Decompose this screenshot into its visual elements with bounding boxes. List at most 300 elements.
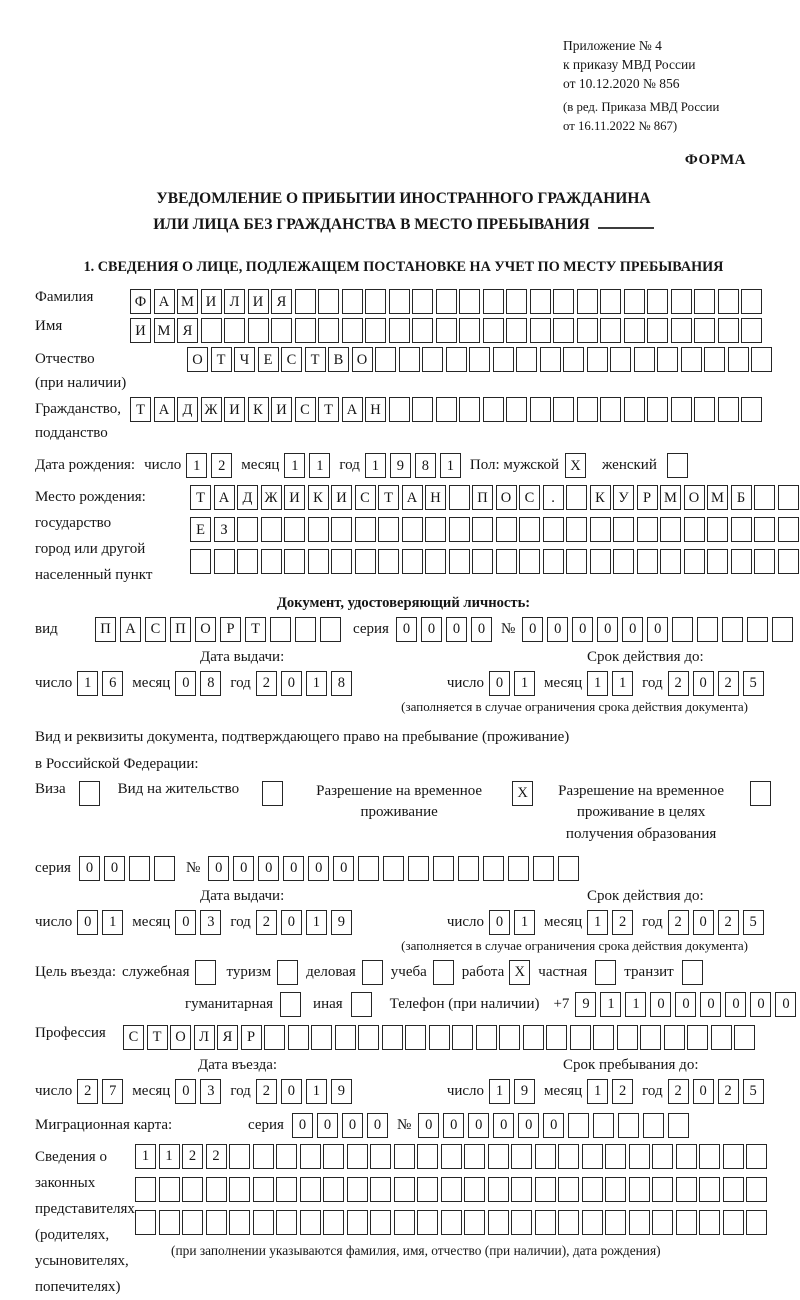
year-label: год — [339, 457, 360, 474]
form-cell — [229, 1177, 250, 1202]
form-cell: Е — [258, 347, 279, 372]
form-cell — [624, 318, 645, 343]
form-cell — [370, 1177, 391, 1202]
form-cell — [154, 856, 175, 881]
representatives-footnote: (при заполнении указываются фамилия, имя, отчество (при наличии), дата рождения) — [171, 1242, 661, 1258]
form-cell — [634, 347, 655, 372]
purpose-private-label: частная — [538, 963, 588, 980]
form-cell — [300, 1144, 321, 1169]
identity-doc-row — [35, 617, 772, 642]
form-cell — [704, 347, 725, 372]
form-cell — [535, 1210, 556, 1235]
title-blank-line — [598, 227, 654, 229]
form-cell — [511, 1177, 532, 1202]
form-cell — [778, 517, 799, 542]
form-cell — [308, 517, 329, 542]
purpose-row-2 — [185, 992, 790, 1017]
edition-line-1: (в ред. Приказа МВД России — [563, 100, 720, 115]
form-cell: 2 — [718, 671, 739, 696]
issue-date-heading: Дата выдачи: — [200, 648, 285, 665]
birth-date-row — [35, 453, 772, 478]
form-cell — [271, 318, 292, 343]
series-label: серия — [353, 620, 389, 637]
purpose-humanitarian-label: гуманитарная — [185, 995, 274, 1012]
birth-place-labels: Место рождения: государство город или другой населенный пункт — [35, 489, 153, 583]
form-cell — [399, 347, 420, 372]
form-cell: Ж — [201, 397, 222, 422]
form-cell: X — [565, 453, 586, 478]
form-cell — [506, 289, 527, 314]
form-cell — [624, 289, 645, 314]
identity-issue-date: число 1 6 месяц 0 8 год 2 0 1 8 — [35, 671, 361, 696]
valid-until-heading: Срок действия до: — [587, 648, 704, 665]
form-cell — [519, 517, 540, 542]
purpose-official-checkbox — [195, 960, 216, 985]
form-cell — [425, 549, 446, 574]
form-cell — [347, 1210, 368, 1235]
form-cell — [672, 617, 693, 642]
form-cell: 9 — [575, 992, 596, 1017]
form-cell: 0 — [543, 1113, 564, 1138]
temp-permit-checkbox — [503, 781, 533, 806]
form-cell — [417, 1144, 438, 1169]
form-cell — [237, 549, 258, 574]
form-cell: П — [472, 485, 493, 510]
form-cell — [593, 1025, 614, 1050]
form-cell: С — [145, 617, 166, 642]
section-1-heading: 1. СВЕДЕНИЯ О ЛИЦЕ, ПОДЛЕЖАЩЕМ ПОСТАНОВКЕ НА УЧЕТ ПО МЕСТУ ПРЕБЫВАНИЯ — [83, 259, 724, 276]
form-cell — [441, 1144, 462, 1169]
form-cell: 0 — [725, 992, 746, 1017]
form-cell — [459, 289, 480, 314]
form-cell — [412, 397, 433, 422]
form-cell: Я — [271, 289, 292, 314]
form-cell: 1 — [489, 1079, 510, 1104]
form-cell — [206, 1210, 227, 1235]
series-label: серия — [248, 1116, 284, 1133]
surname-cells — [130, 289, 762, 314]
sex-male-checkbox — [565, 453, 586, 478]
form-cell: А — [214, 485, 235, 510]
form-cell — [402, 549, 423, 574]
visa-checkbox — [70, 781, 100, 806]
form-cell — [668, 1113, 689, 1138]
form-cell: 1 — [102, 910, 123, 935]
form-cell — [229, 1144, 250, 1169]
form-cell — [546, 1025, 567, 1050]
form-cell — [699, 1144, 720, 1169]
form-cell: 5 — [743, 671, 764, 696]
form-cell — [441, 1210, 462, 1235]
form-cell — [323, 1210, 344, 1235]
firstname-row — [35, 318, 772, 343]
form-cell — [652, 1144, 673, 1169]
form-cell: Т — [147, 1025, 168, 1050]
identity-date-heads — [35, 649, 772, 670]
form-cell: 0 — [522, 617, 543, 642]
purpose-transit-label: транзит — [624, 963, 674, 980]
issue-date-heading: Дата выдачи: — [200, 887, 285, 904]
form-cell — [277, 960, 298, 985]
form-label: ФОРМА — [684, 151, 746, 168]
edu-permit-checkbox — [741, 781, 771, 806]
form-cell — [206, 1177, 227, 1202]
form-cell: 0 — [367, 1113, 388, 1138]
form-cell — [408, 856, 429, 881]
form-cell — [201, 318, 222, 343]
form-cell — [135, 1210, 156, 1235]
form-cell — [342, 289, 363, 314]
form-cell — [707, 517, 728, 542]
form-cell — [570, 1025, 591, 1050]
form-cell — [214, 549, 235, 574]
form-cell — [568, 1113, 589, 1138]
form-cell: 0 — [396, 617, 417, 642]
form-cell — [331, 549, 352, 574]
purpose-work-checkbox — [509, 960, 530, 985]
residence-permit-label: Вид на жительство — [117, 780, 240, 797]
form-cell: 0 — [443, 1113, 464, 1138]
form-cell — [355, 517, 376, 542]
form-cell — [684, 549, 705, 574]
form-cell — [295, 289, 316, 314]
form-cell — [261, 517, 282, 542]
form-cell — [637, 517, 658, 542]
form-cell: Л — [194, 1025, 215, 1050]
form-cell — [629, 1144, 650, 1169]
purpose-humanitarian-checkbox — [280, 992, 301, 1017]
form-cell: 0 — [693, 1079, 714, 1104]
sex-male-label: Пол: мужской — [469, 457, 560, 474]
form-cell — [182, 1177, 203, 1202]
purpose-study-label: учеба — [390, 963, 427, 980]
form-cell — [472, 517, 493, 542]
form-cell: 8 — [331, 671, 352, 696]
sex-female-label: женский — [602, 457, 657, 474]
form-cell: 0 — [292, 1113, 313, 1138]
form-cell: С — [295, 397, 316, 422]
form-cell — [667, 453, 688, 478]
doc-type-cells — [95, 617, 341, 642]
form-cell — [276, 1144, 297, 1169]
form-cell — [519, 549, 540, 574]
form-cell: А — [120, 617, 141, 642]
form-cell — [459, 318, 480, 343]
form-cell: О — [684, 485, 705, 510]
form-cell — [718, 397, 739, 422]
birth-place-row-1 — [190, 485, 799, 510]
form-cell: 7 — [102, 1079, 123, 1104]
form-cell — [664, 1025, 685, 1050]
form-cell — [342, 318, 363, 343]
form-cell — [311, 1025, 332, 1050]
form-cell: 5 — [743, 910, 764, 935]
form-cell: 1 — [309, 453, 330, 478]
residence-series-row — [35, 856, 772, 881]
form-cell: 1 — [306, 671, 327, 696]
form-cell: 2 — [612, 1079, 633, 1104]
form-cell — [436, 397, 457, 422]
form-cell — [195, 960, 216, 985]
form-cell: 0 — [281, 671, 302, 696]
form-cell: Н — [365, 397, 386, 422]
form-cell — [331, 517, 352, 542]
form-cell — [553, 397, 574, 422]
form-cell: А — [154, 397, 175, 422]
form-cell — [566, 549, 587, 574]
form-cell — [676, 1144, 697, 1169]
form-cell — [318, 289, 339, 314]
form-cell — [365, 289, 386, 314]
form-cell: 0 — [208, 856, 229, 881]
form-cell — [496, 517, 517, 542]
form-cell — [577, 397, 598, 422]
doc-type-label: вид — [35, 620, 58, 637]
representatives-labels: Сведения о законных представителях (родителях, усыновителях, попечителях) — [35, 1148, 135, 1296]
form-cell — [600, 289, 621, 314]
form-cell — [731, 549, 752, 574]
form-cell — [464, 1177, 485, 1202]
form-cell — [741, 397, 762, 422]
form-cell: 9 — [514, 1079, 535, 1104]
form-cell: 2 — [256, 671, 277, 696]
form-cell: Л — [224, 289, 245, 314]
form-cell — [652, 1210, 673, 1235]
form-cell — [276, 1177, 297, 1202]
form-cell — [308, 549, 329, 574]
form-cell — [718, 318, 739, 343]
purpose-business-label: деловая — [306, 963, 356, 980]
form-cell: К — [308, 485, 329, 510]
purpose-study-checkbox — [433, 960, 454, 985]
form-cell: 1 — [587, 910, 608, 935]
form-cell — [741, 318, 762, 343]
patronymic-note: (при наличии) — [35, 375, 127, 392]
form-cell — [731, 517, 752, 542]
form-cell — [237, 517, 258, 542]
form-cell — [449, 517, 470, 542]
form-cell — [582, 1210, 603, 1235]
form-cell — [300, 1210, 321, 1235]
form-cell: Р — [220, 617, 241, 642]
birth-month-cells — [284, 453, 330, 478]
form-title-line-1: УВЕДОМЛЕНИЕ О ПРИБЫТИИ ИНОСТРАННОГО ГРАЖДАНИНА — [156, 189, 651, 207]
form-cell: Ч — [234, 347, 255, 372]
form-cell: 0 — [258, 856, 279, 881]
edition-line-2: от 16.11.2022 № 867) — [563, 118, 678, 133]
form-cell — [358, 856, 379, 881]
migration-card-row — [35, 1113, 772, 1138]
entry-date: число 2 7 месяц 0 3 год 2 0 1 9 — [35, 1079, 361, 1104]
form-cell: 2 — [668, 671, 689, 696]
form-cell — [617, 1025, 638, 1050]
appendix-block — [563, 36, 772, 135]
form-cell: О — [352, 347, 373, 372]
form-cell: 0 — [317, 1113, 338, 1138]
form-cell: 2 — [668, 1079, 689, 1104]
firstname-label: Имя — [35, 318, 63, 335]
form-cell: 0 — [104, 856, 125, 881]
form-cell — [778, 485, 799, 510]
form-cell: 2 — [182, 1144, 203, 1169]
form-cell: 8 — [200, 671, 221, 696]
birth-place-block — [35, 485, 772, 588]
form-cell — [417, 1210, 438, 1235]
form-cell — [600, 397, 621, 422]
form-cell: А — [342, 397, 363, 422]
purpose-transit-checkbox — [682, 960, 703, 985]
form-cell: К — [248, 397, 269, 422]
form-cell — [699, 1177, 720, 1202]
form-cell: З — [214, 517, 235, 542]
purpose-work-label: работа — [461, 963, 505, 980]
form-cell — [508, 856, 529, 881]
form-cell: М — [707, 485, 728, 510]
stay-until-date: число 1 9 месяц 1 2 год 2 0 2 5 — [447, 1079, 773, 1104]
form-cell — [452, 1025, 473, 1050]
form-cell: 1 — [135, 1144, 156, 1169]
doc-series-cells — [396, 617, 492, 642]
form-cell: 1 — [514, 910, 535, 935]
form-cell — [370, 1210, 391, 1235]
form-cell: 1 — [612, 671, 633, 696]
form-cell — [159, 1210, 180, 1235]
form-cell — [681, 347, 702, 372]
purpose-other-label: иная — [313, 995, 343, 1012]
form-cell — [159, 1177, 180, 1202]
form-cell: 0 — [175, 1079, 196, 1104]
doc-number-cells — [522, 617, 793, 642]
birth-place-row-2 — [190, 517, 799, 542]
purpose-tourism-label: туризм — [226, 963, 272, 980]
form-cell — [746, 1144, 767, 1169]
phone-label: Телефон (при наличии) — [389, 995, 540, 1012]
form-cell: 9 — [390, 453, 411, 478]
form-cell — [295, 318, 316, 343]
citizenship-cells — [130, 397, 762, 422]
birth-day-cells — [186, 453, 232, 478]
form-cell — [458, 856, 479, 881]
form-cell — [533, 856, 554, 881]
form-cell: 1 — [77, 671, 98, 696]
representatives-row-3 — [135, 1210, 767, 1235]
form-cell: Т — [305, 347, 326, 372]
form-cell — [446, 347, 467, 372]
form-cell — [129, 856, 150, 881]
form-cell: 0 — [693, 910, 714, 935]
residence-dates-row — [35, 910, 772, 935]
appendix-line-1: Приложение № 4 — [563, 38, 662, 53]
number-label: № — [500, 620, 516, 637]
form-cell — [382, 1025, 403, 1050]
form-cell — [335, 1025, 356, 1050]
form-cell: Ф — [130, 289, 151, 314]
form-cell — [493, 347, 514, 372]
form-cell — [535, 1144, 556, 1169]
surname-row — [35, 289, 772, 314]
form-cell — [422, 347, 443, 372]
purpose-private-checkbox — [595, 960, 616, 985]
form-cell — [264, 1025, 285, 1050]
form-cell — [253, 1210, 274, 1235]
form-cell: И — [248, 289, 269, 314]
form-cell — [747, 617, 768, 642]
form-cell — [378, 517, 399, 542]
form-cell — [347, 1177, 368, 1202]
entry-date-heads — [35, 1057, 772, 1078]
form-cell — [323, 1144, 344, 1169]
form-cell: У — [613, 485, 634, 510]
form-cell: А — [154, 289, 175, 314]
form-cell — [676, 1177, 697, 1202]
form-cell — [383, 856, 404, 881]
form-cell: X — [509, 960, 530, 985]
form-cell — [253, 1177, 274, 1202]
form-cell — [694, 318, 715, 343]
form-cell: С — [519, 485, 540, 510]
form-cell — [590, 517, 611, 542]
form-cell: 0 — [281, 910, 302, 935]
citizenship-row — [35, 397, 772, 445]
form-cell: 2 — [668, 910, 689, 935]
form-cell: Д — [237, 485, 258, 510]
form-cell — [746, 1177, 767, 1202]
form-cell: 5 — [743, 1079, 764, 1104]
form-cell: 2 — [211, 453, 232, 478]
form-cell: 0 — [650, 992, 671, 1017]
form-cell: 0 — [333, 856, 354, 881]
form-cell — [605, 1177, 626, 1202]
form-cell: Е — [190, 517, 211, 542]
form-cell — [754, 549, 775, 574]
form-cell — [370, 1144, 391, 1169]
form-cell: 0 — [693, 671, 714, 696]
form-cell — [540, 347, 561, 372]
form-cell — [682, 960, 703, 985]
form-cell: 0 — [493, 1113, 514, 1138]
form-cell — [750, 781, 771, 806]
form-cell — [610, 347, 631, 372]
form-cell — [624, 397, 645, 422]
form-cell — [629, 1177, 650, 1202]
form-cell — [229, 1210, 250, 1235]
form-cell: 0 — [281, 1079, 302, 1104]
form-cell — [694, 397, 715, 422]
form-cell — [751, 347, 772, 372]
form-cell: И — [224, 397, 245, 422]
form-cell — [657, 347, 678, 372]
form-cell — [389, 397, 410, 422]
form-cell — [459, 397, 480, 422]
patronymic-label: Отчество (при наличии) — [35, 351, 127, 392]
stay-until-heading: Срок пребывания до: — [563, 1056, 699, 1073]
form-cell: М — [660, 485, 681, 510]
form-cell — [566, 517, 587, 542]
form-cell: М — [154, 318, 175, 343]
form-cell — [394, 1144, 415, 1169]
appendix-line-3: от 10.12.2020 № 856 — [563, 76, 680, 92]
form-cell — [637, 549, 658, 574]
appendix-line-2: к приказу МВД России — [563, 57, 696, 73]
form-cell: И — [130, 318, 151, 343]
form-cell: 2 — [718, 1079, 739, 1104]
form-cell — [640, 1025, 661, 1050]
form-title-line-2: ИЛИ ЛИЦА БЕЗ ГРАЖДАНСТВА В МЕСТО ПРЕБЫВАНИЯ — [35, 212, 772, 238]
form-cell: 3 — [200, 910, 221, 935]
temp-permit-label: Разрешение на временное проживание — [316, 782, 483, 821]
form-cell: В — [328, 347, 349, 372]
form-cell: 0 — [283, 856, 304, 881]
